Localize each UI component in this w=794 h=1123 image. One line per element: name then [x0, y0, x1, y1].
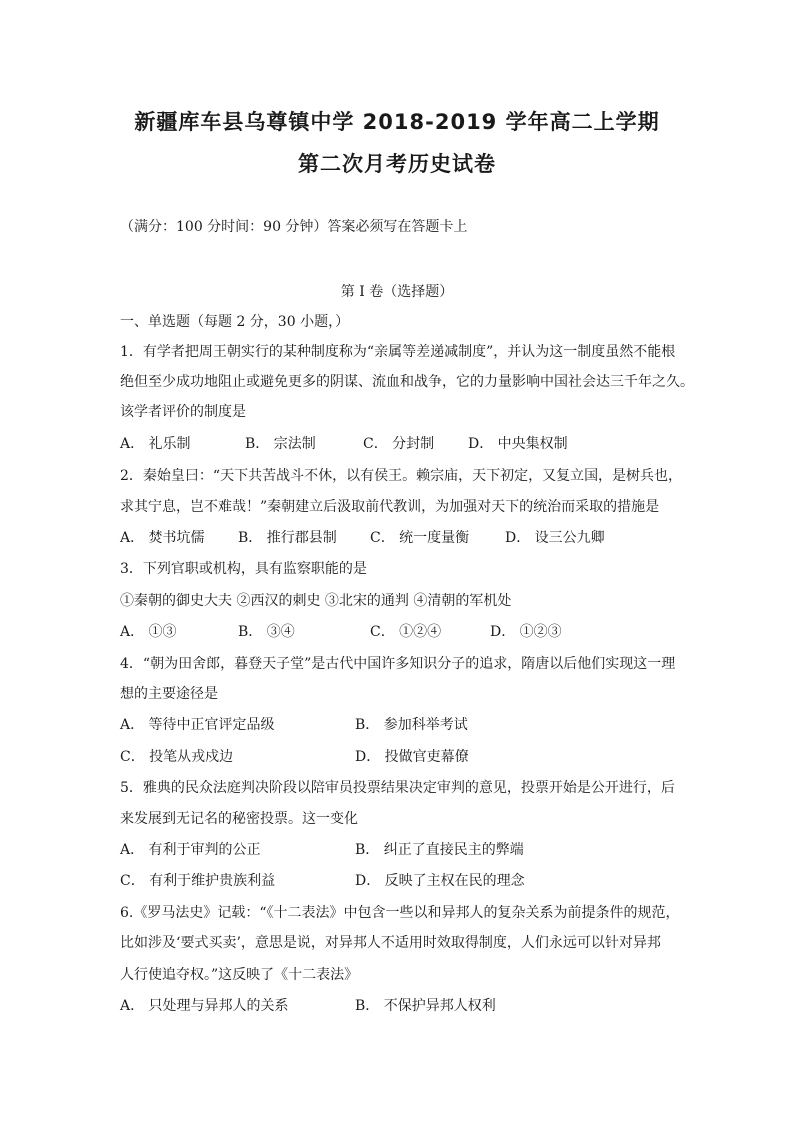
exam-note: （满分：100 分时间：90 分钟）答案必须写在答题卡上 [120, 219, 468, 235]
question-stem-line: 该学者评价的制度是 [120, 404, 246, 420]
option-b: B． 宗法制 [245, 436, 316, 452]
option-c: C． ①②④ [370, 624, 442, 640]
option-a: A． 等待中正官评定品级 [120, 717, 275, 733]
question-stem-line: 2．秦始皇曰：“天下共苦战斗不休，以有侯王。赖宗庙，天下初定，又复立国，是树兵也， [120, 468, 683, 484]
question-stem-line: 来发展到无记名的秘密投票。这一变化 [120, 811, 358, 827]
exam-title-line1: 新疆库车县乌尊镇中学 2018-2019 学年高二上学期 [134, 110, 660, 134]
option-b: B． 推行郡县制 [238, 530, 337, 546]
option-b: B． 不保护异邦人权利 [355, 998, 496, 1014]
question-stem-line: 6.《罗马法史》记载：“《十二表法》中包含一些以和异邦人的复杂关系为前提条件的规范， [120, 905, 680, 921]
question-stem-line: 求其宁息，岂不难哉！”秦朝建立后汲取前代教训，为加强对天下的统治而采取的措施是 [120, 499, 660, 515]
option-a: A． 有利于审判的公正 [120, 842, 261, 858]
option-c: C． 统一度量衡 [370, 530, 470, 546]
option-d: D． 设三公九卿 [505, 530, 605, 546]
option-d: D． ①②③ [490, 624, 562, 640]
option-c: C． 有利于维护贵族利益 [120, 873, 276, 889]
option-c: C． 分封制 [363, 436, 435, 452]
option-a: A． 焚书坑儒 [120, 530, 205, 546]
option-a: A． 礼乐制 [120, 436, 191, 452]
option-a: A． 只处理与异邦人的关系 [120, 998, 289, 1014]
option-c: C． 投笔从戎戍边 [120, 749, 234, 765]
part-heading: 一、单选题（每题 2 分，30 小题，） [120, 314, 350, 330]
question-stem-line: 3．下列官职或机构，具有监察职能的是 [120, 561, 367, 577]
option-d: D． 反映了主权在民的理念 [355, 873, 525, 889]
section-title: 第 I 卷（选择题） [340, 284, 454, 300]
exam-title-line2: 第二次月考历史试卷 [298, 152, 496, 176]
option-d: D． 投做官吏幕僚 [355, 749, 469, 765]
question-stem-line: 4．“朝为田舍郎，暮登天子堂”是古代中国许多知识分子的追求，隋唐以后他们实现这一理 [120, 656, 676, 672]
option-b: B． 纠正了直接民主的弊端 [355, 842, 524, 858]
question-stem-line: 绝但至少成功地阻止或避免更多的阴谋、流血和战争，它的力量影响中国社会达三千年之久。 [120, 374, 694, 390]
option-b: B． ③④ [238, 624, 295, 640]
question-stem-line: 比如涉及‘要式买卖’，意思是说，对异邦人不适用时效取得制度，人们永远可以针对异邦 [120, 935, 661, 951]
option-a: A． ①③ [120, 624, 177, 640]
question-items-line: ①秦朝的御史大夫 ②西汉的刺史 ③北宋的通判 ④清朝的军机处 [120, 593, 512, 609]
question-stem-line: 想的主要途径是 [120, 686, 218, 702]
option-b: B． 参加科举考试 [355, 717, 468, 733]
question-stem-line: 5．雅典的民众法庭判决阶段以陪审员投票结果决定审判的意见，投票开始是公开进行，后 [120, 780, 675, 796]
question-stem-line: 1．有学者把周王朝实行的某种制度称为“亲属等差递减制度”，并认为这一制度虽然不能根 [120, 344, 676, 360]
option-d: D． 中央集权制 [468, 436, 568, 452]
question-stem-line: 人行使追夺权。”这反映了《十二表法》 [120, 967, 359, 983]
